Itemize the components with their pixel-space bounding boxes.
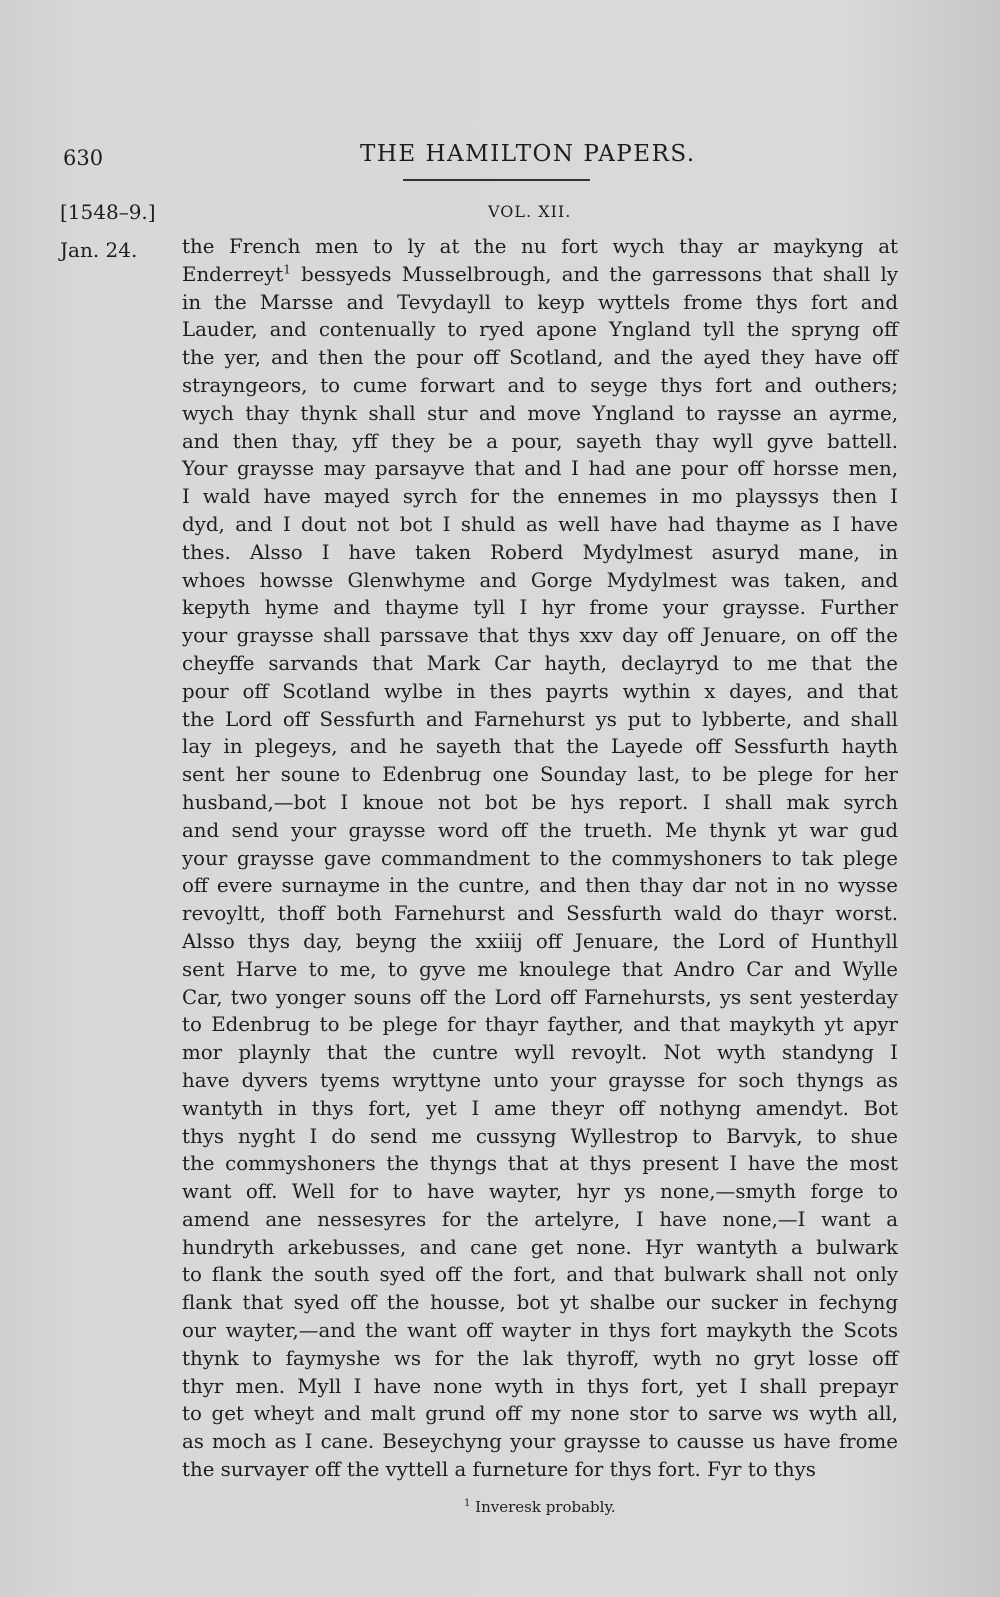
body-line-rest: bessyeds Musselbrough, and the garressons that shall ly — [301, 262, 898, 286]
body-line: our wayter,—and the want off wayter in thys fort maykyth the Scots — [182, 1319, 898, 1343]
body-line: Lauder, and contenually to ryed apone Yngland tyll the spryng off — [182, 318, 898, 342]
body-line: to Edenbrug to be plege for thayr fayther, and that maykyth yt apyr — [182, 1013, 898, 1037]
body-line: want off. Well for to have wayter, hyr ys none,—smyth forge to — [182, 1180, 898, 1204]
body-line: sent her soune to Edenbrug one Sounday last, to be plege for her — [182, 763, 898, 787]
body-line: sent Harve to me, to gyve me knoulege that Andro Car and Wylle — [182, 957, 898, 981]
header-rule — [403, 179, 590, 181]
footnote-anchor-word: Enderreyt — [182, 262, 284, 286]
margin-date: Jan. 24. — [60, 238, 138, 262]
body-line: off evere surnayme in the cuntre, and then thay dar not in no wysse — [182, 874, 898, 898]
body-line: Alsso thys day, beyng the xxiiij off Jenuare, the Lord of Hunthyll — [182, 929, 898, 953]
body-line: thynk to faymyshe ws for the lak thyroff, wyth no gryt losse off — [182, 1346, 898, 1370]
body-line: wantyth in thys fort, yet I ame theyr off nothyng amendyt. Bot — [182, 1096, 898, 1120]
body-line: dyd, and I dout not bot I shuld as well have had thayme as I have — [182, 512, 898, 536]
body-line: the survayer off the vyttell a furneture for thys fort. Fyr to thys — [182, 1458, 816, 1482]
body-line: and then thay, yff they be a pour, sayeth thay wyll gyve battell. — [182, 429, 898, 453]
body-line: your graysse gave commandment to the commyshoners to tak plege — [182, 846, 898, 870]
page-number: 630 — [63, 146, 104, 170]
body-line: in the Marsse and Tevydayll to keyp wyttels frome thys fort and — [182, 290, 898, 314]
footnote-mark: 1 — [464, 1498, 471, 1509]
body-line: the Lord off Sessfurth and Farnehurst ys put to lybberte, and shall — [182, 707, 898, 731]
body-line: Your graysse may parsayve that and I had ane pour off horsse men, — [182, 457, 898, 481]
footnote-text: Inveresk probably. — [475, 1498, 616, 1516]
body-line: the French men to ly at the nu fort wych thay ar maykyng at — [182, 235, 898, 258]
body-line: the yer, and then the pour off Scotland, and the ayed they have off — [182, 346, 898, 370]
body-line: cheyffe sarvands that Mark Car hayth, declayryd to me that the — [182, 651, 898, 675]
body-line: lay in plegeys, and he sayeth that the Layede off Sessfurth hayth — [182, 735, 898, 759]
body-line: hundryth arkebusses, and cane get none. Hyr wantyth a bulwark — [182, 1235, 898, 1259]
body-line: to flank the south syed off the fort, and that bulwark shall not only — [182, 1263, 898, 1287]
body-line: wych thay thynk shall stur and move Yngland to raysse an ayrme, — [182, 401, 898, 425]
body-line: thyr men. Myll I have none wyth in thys fort, yet I shall prepayr — [182, 1374, 898, 1398]
body-line: whoes howsse Glenwhyme and Gorge Mydylmest was taken, and — [182, 568, 898, 592]
letter-body — [182, 233, 898, 1484]
body-line: Car, two yonger souns off the Lord off Farnehursts, ys sent yesterday — [182, 985, 898, 1009]
body-line: flank that syed off the housse, bot yt shalbe our sucker in fechyng — [182, 1291, 898, 1315]
footnote-reference: 1 — [283, 262, 291, 277]
body-line: thys nyght I do send me cussyng Wyllestrop to Barvyk, to shue — [182, 1124, 898, 1148]
body-line: to get wheyt and malt grund off my none stor to sarve ws wyth all, — [182, 1402, 898, 1426]
body-line: strayngeors, to cume forwart and to seyge thys fort and outhers; — [182, 373, 898, 397]
body-line: husband,—bot I knoue not bot be hys report. I shall mak syrch — [182, 790, 898, 814]
body-line: I wald have mayed syrch for the ennemes in mo playssys then I — [182, 485, 898, 509]
page-header — [0, 141, 1000, 181]
body-line: the commyshoners the thyngs that at thys present I have the most — [182, 1152, 898, 1176]
running-title: THE HAMILTON PAPERS. — [360, 141, 696, 167]
body-line: amend ane nessesyres for the artelyre, I have none,—I want a — [182, 1207, 898, 1231]
volume-label: VOL. XII. — [488, 202, 572, 221]
body-line: and send your graysse word off the trueth. Me thynk yt war gud — [182, 818, 898, 842]
body-line: mor playnly that the cuntre wyll revoylt. Not wyth standyng I — [182, 1041, 898, 1065]
footnote — [464, 1498, 616, 1516]
body-line: as moch as I cane. Beseychyng your graysse to causse us have frome — [182, 1430, 898, 1454]
body-line: revoyltt, thoff both Farnehurst and Sessfurth wald do thayr worst. — [182, 902, 898, 926]
meta-line — [0, 200, 1000, 230]
body-line: thes. Alsso I have taken Roberd Mydylmest asuryd mane, in — [182, 540, 898, 564]
body-line-with-footnote — [182, 261, 898, 289]
date-range: [1548–9.] — [60, 200, 156, 224]
body-line: kepyth hyme and thayme tyll I hyr frome your graysse. Further — [182, 596, 898, 620]
body-line: pour off Scotland wylbe in thes payrts wythin x dayes, and that — [182, 679, 898, 703]
body-line: have dyvers tyems wryttyne unto your graysse for soch thyngs as — [182, 1068, 898, 1092]
body-line: your graysse shall parssave that thys xxv day off Jenuare, on off the — [182, 624, 898, 648]
